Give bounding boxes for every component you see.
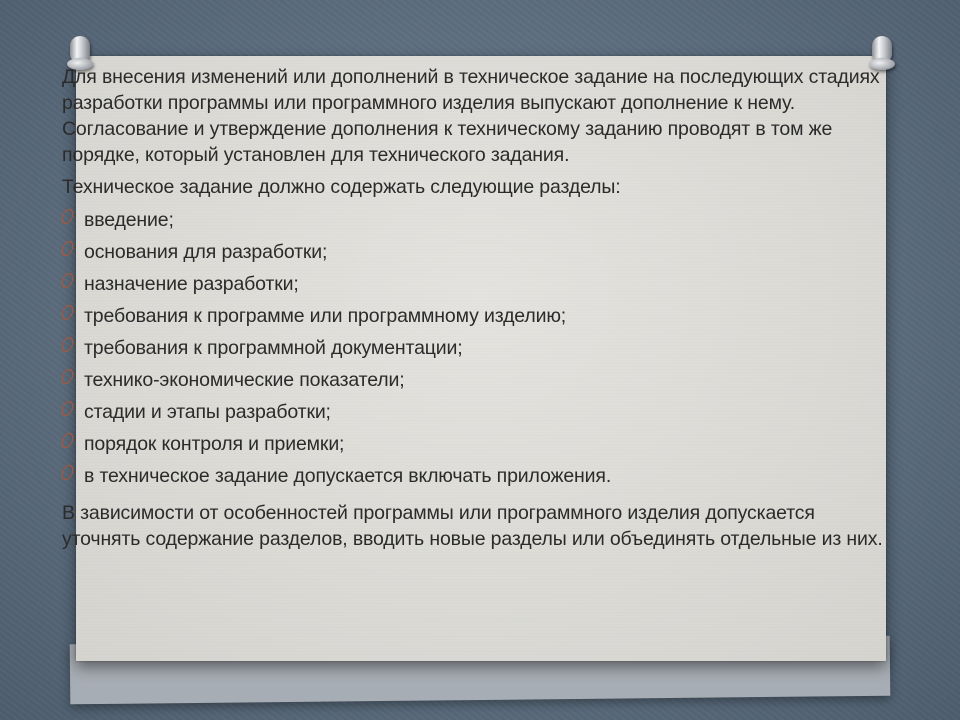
bullet-icon [60, 241, 75, 256]
list-item-text: требования к программной документации; [84, 337, 463, 359]
conclusion-paragraph: В зависимости от особенностей программы или программного изделия допускается уточнять содержание разделов, вводить новые разделы или объединять отдельные из них. [62, 502, 883, 550]
list-item [62, 398, 898, 430]
bullet-icon [60, 433, 75, 448]
bullet-icon [60, 273, 75, 288]
list-heading: Техническое задание должно содержать следующие разделы: [62, 176, 621, 198]
slide-content [62, 64, 898, 558]
bullet-icon [60, 305, 75, 320]
bullet-icon [60, 465, 75, 480]
list-item-text: требования к программе или программному изделию; [84, 305, 567, 327]
bullet-icon [60, 209, 75, 224]
list-item-text: основания для разработки; [84, 241, 328, 263]
list-item [62, 302, 898, 334]
list-item [62, 366, 898, 398]
list-item [62, 334, 898, 366]
list-item-text: порядок контроля и приемки; [84, 433, 345, 455]
bullet-icon [60, 369, 75, 384]
list-item [62, 270, 898, 302]
list-item-text: введение; [84, 209, 174, 231]
list-item-text: назначение разработки; [84, 273, 299, 295]
intro-paragraph: Для внесения изменений или дополнений в техническое задание на последующих стадиях разработки программы или программного изделия выпускают дополнение к нему. Согласование и утверждение дополнения к техническому заданию проводят в том же порядке, который установлен для технического задания. [62, 66, 880, 166]
list-item [62, 462, 898, 494]
list-item [62, 206, 898, 238]
bullet-icon [60, 337, 75, 352]
list-item-text: технико-экономические показатели; [84, 369, 405, 391]
sections-list [62, 206, 898, 494]
list-item [62, 238, 898, 270]
list-item [62, 430, 898, 462]
list-item-text: стадии и этапы разработки; [84, 401, 331, 423]
list-item-text: в техническое задание допускается включать приложения. [84, 465, 612, 487]
bullet-icon [60, 401, 75, 416]
